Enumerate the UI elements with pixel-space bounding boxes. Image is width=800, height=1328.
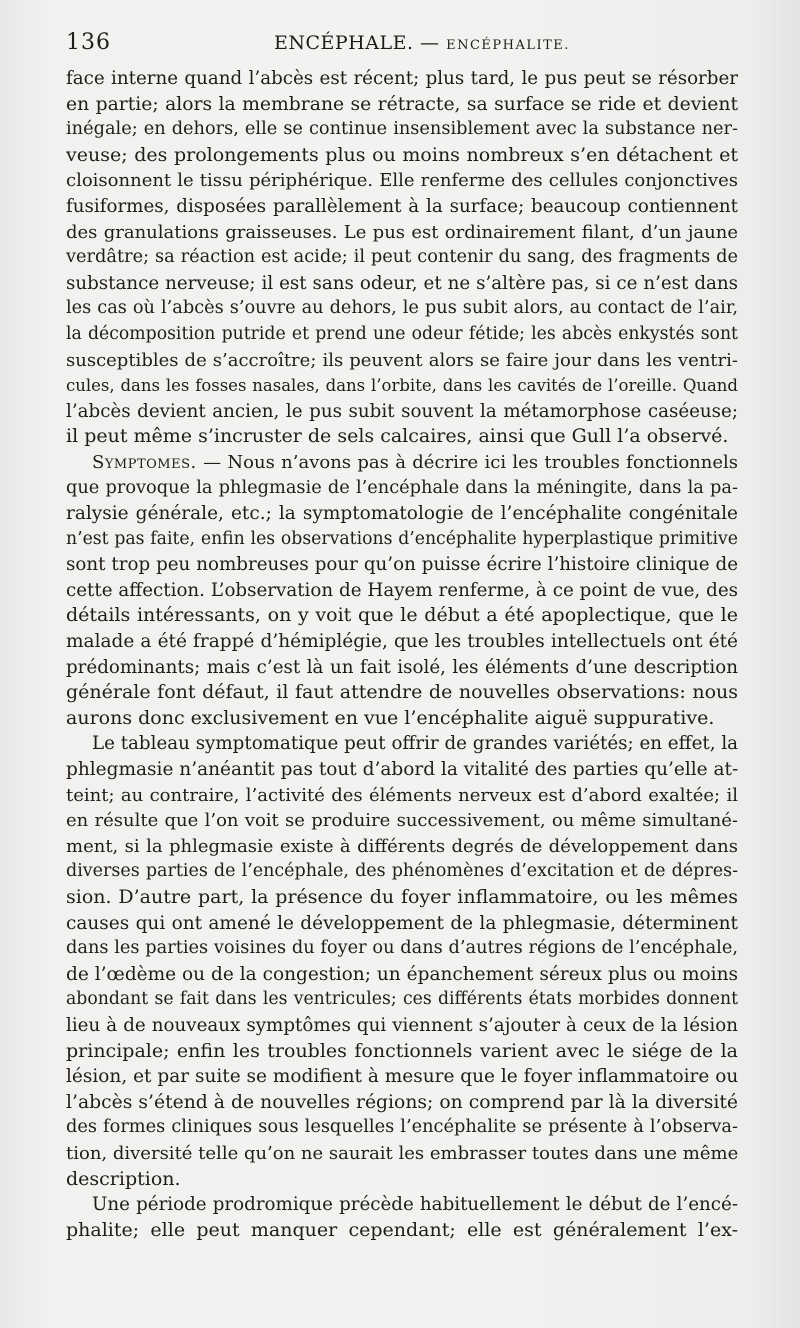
text-line: fusiformes, disposées parallèlement à la surface; beaucoup contiennent bbox=[66, 195, 738, 217]
text-line: la décomposition putride et prend une odeur fétide; les abcès enkystés sont bbox=[66, 323, 738, 344]
text-line: tion, diversité telle qu’on ne saurait les embrasser toutes dans une même bbox=[66, 1142, 738, 1164]
running-title-main: ENCÉPHALE. — bbox=[274, 32, 440, 54]
text-line: lieu à de nouveaux symptômes qui viennent s’ajouter à ceux de la lésion bbox=[66, 1014, 738, 1036]
text-line: phalite; elle peut manquer cependant; elle est généralement l’ex- bbox=[66, 1218, 738, 1241]
text-line-rest: — Nous n’avons pas à décrire ici les troubles fonctionnels bbox=[203, 451, 738, 473]
text-line: en partie; alors la membrane se rétracte, sa surface se ride et devient bbox=[66, 93, 738, 115]
text-line: Une période prodromique précède habituellement le début de l’encé- bbox=[92, 1194, 738, 1216]
running-title-sub: ENCÉPHALITE. bbox=[446, 38, 570, 53]
text-line: prédominants; mais c’est là un fait isolé, les éléments d’une description bbox=[66, 656, 738, 678]
text-line: veuse; des prolongements plus ou moins nombreux s’en détachent et bbox=[66, 143, 738, 166]
text-line: détails intéressants, on y voit que le début a été apoplectique, que le bbox=[66, 604, 738, 627]
text-line: n’est pas faite, enfin les observations d’encéphalite hyperplastique primitive bbox=[66, 528, 738, 549]
text-line: teint; au contraire, l’activité des éléments nerveux est d’abord exaltée; il bbox=[66, 784, 738, 806]
text-line: cules, dans les fosses nasales, dans l’orbite, dans les cavités de l’oreille. Quand bbox=[66, 376, 738, 396]
section-heading-symptomes: Symptomes. bbox=[92, 451, 197, 473]
running-head bbox=[66, 30, 738, 60]
text-line: verdâtre; sa réaction est acide; il peut contenir du sang, des fragments de bbox=[66, 247, 738, 268]
text-line: ralysie générale, etc.; la symptomatologie de l’encéphalite congénitale bbox=[66, 503, 738, 525]
text-line: susceptibles de s’accroître; ils peuvent alors se faire jour dans les ventri- bbox=[66, 349, 738, 371]
text-line: l’abcès devient ancien, le pus subit souvent la métamorphose caséeuse; bbox=[66, 400, 738, 422]
text-line: description. bbox=[66, 1167, 181, 1190]
text-line: face interne quand l’abcès est récent; plus tard, le pus peut se résorber bbox=[66, 68, 738, 89]
text-line: cloisonnent le tissu périphérique. Elle renferme des cellules conjonctives bbox=[66, 170, 738, 192]
page-number: 136 bbox=[66, 30, 111, 55]
text-line-symptomes bbox=[66, 450, 738, 476]
text-line: générale font défaut, il faut attendre de nouvelles observations: nous bbox=[66, 681, 738, 704]
text-line: phlegmasie n’anéantit pas tout d’abord la vitalité des parties qu’elle at- bbox=[66, 759, 738, 781]
text-line: que provoque la phlegmasie de l’encéphale dans la méningite, dans la pa- bbox=[66, 477, 738, 498]
text-line: dans les parties voisines du foyer ou dans d’autres régions de l’encéphale, bbox=[66, 938, 738, 959]
text-line: cette affection. L’observation de Hayem renferme, à ce point de vue, des bbox=[66, 579, 738, 601]
text-line: inégale; en dehors, elle se continue insensiblement avec la substance ner- bbox=[66, 119, 738, 140]
text-line: principale; enfin les troubles fonctionnels varient avec le siége de la bbox=[66, 1039, 738, 1062]
body-text bbox=[66, 66, 738, 1243]
text-line: abondant se fait dans les ventricules; ces différents états morbides donnent bbox=[66, 989, 738, 1010]
text-line: Le tableau symptomatique peut offrir de grandes variétés; en effet, la bbox=[92, 733, 738, 755]
text-line: les cas où l’abcès s’ouvre au dehors, le pus subit alors, au contact de l’air, bbox=[66, 298, 738, 319]
text-line: sion. D’autre part, la présence du foyer inflammatoire, ou les mêmes bbox=[66, 886, 738, 908]
text-line: aurons donc exclusivement en vue l’encéphalite aiguë suppurative. bbox=[66, 706, 715, 729]
text-line: substance nerveuse; il est sans odeur, et ne s’altère pas, si ce n’est dans bbox=[66, 272, 738, 294]
text-line: en résulte que l’on voit se produire successivement, ou même simultané- bbox=[66, 810, 738, 832]
running-title bbox=[274, 32, 570, 54]
text-line: des granulations graisseuses. Le pus est ordinairement filant, d’un jaune bbox=[66, 221, 738, 243]
text-line: diverses parties de l’encéphale, des phénomènes d’excitation et de dépres- bbox=[66, 861, 738, 882]
text-line: lésion, et par suite se modifient à mesure que le foyer inflammatoire ou bbox=[66, 1066, 738, 1088]
text-line: l’abcès s’étend à de nouvelles régions; on comprend par là la diversité bbox=[66, 1091, 738, 1113]
text-line: ment, si la phlegmasie existe à différents degrés de développement dans bbox=[66, 835, 738, 857]
text-line: il peut même s’incruster de sels calcaires, ainsi que Gull l’a observé. bbox=[66, 425, 729, 448]
text-line: causes qui ont amené le développement de la phlegmasie, déterminent bbox=[66, 912, 738, 934]
text-line: des formes cliniques sous lesquelles l’encéphalite se présente à l’observa- bbox=[66, 1117, 738, 1138]
text-line: malade a été frappé d’hémiplégie, que les troubles intellectuels ont été bbox=[66, 631, 738, 653]
text-line: sont trop peu nombreuses pour qu’on puisse écrire l’histoire clinique de bbox=[66, 554, 738, 576]
text-line: de l’œdème ou de la congestion; un épanchement séreux plus ou moins bbox=[66, 963, 738, 985]
